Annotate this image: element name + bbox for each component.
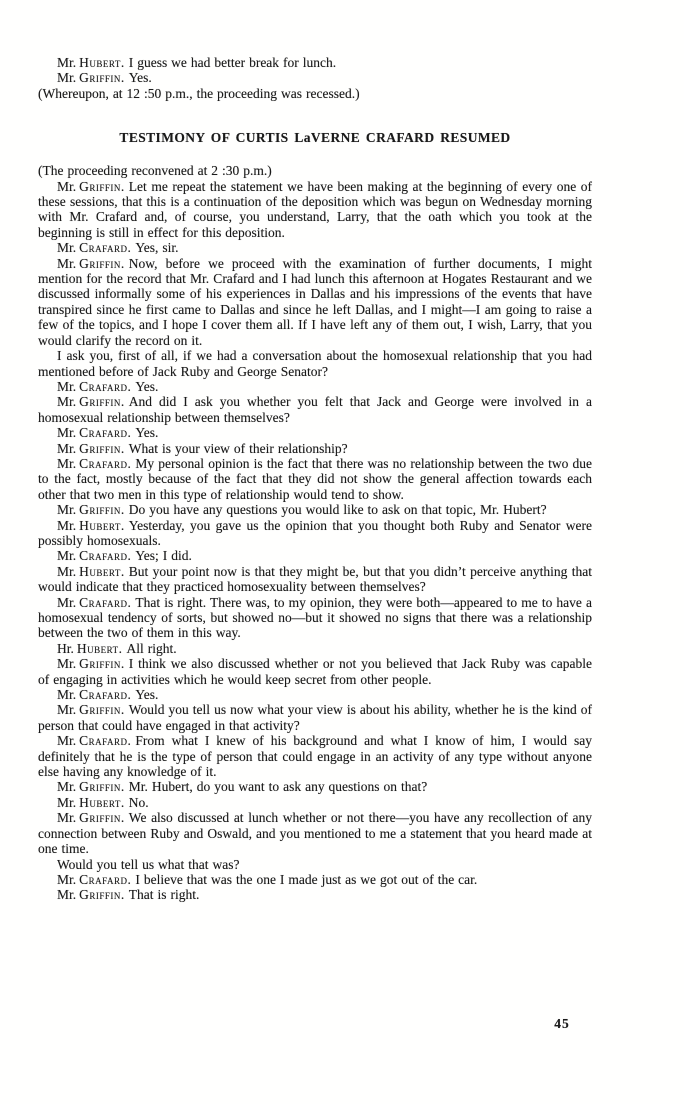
speaker-name: Hubert. [76,640,123,656]
paragraph-text: Yes. [135,378,159,394]
speaker-name: Hubert. [79,55,125,70]
speaker-label [57,779,129,794]
speaker-label [57,179,129,194]
paragraph-text: Would you tell us now what your view is about his ability, whether he is the kind of person that could have engaged in that activity? [38,702,592,733]
paragraph-text: What is your view of their relationship? [128,440,348,456]
speaker-label [57,425,135,440]
speaker-name: Griffin. [79,255,125,271]
speaker-prefix: Mr. [57,733,77,749]
paragraph-text: Yesterday, you gave us the opinion that you thought both Ruby and Senator were possibly homosexuals. [38,517,592,548]
dialogue-paragraph [38,595,592,641]
speaker-name: Griffin. [79,702,125,718]
speaker-prefix: Mr. [57,687,77,703]
paragraph-text: I believe that was the one I made just as we got out of the car. [135,871,478,887]
dialogue-paragraph [38,872,592,887]
speaker-label [57,810,129,825]
paragraph-text: And did I ask you whether you felt that Jack and George were involved in a homosexual relationship between themselves? [38,394,592,425]
speaker-prefix: Mr. [57,794,77,810]
speaker-name: Crafard. [79,687,132,703]
dialogue-paragraph [38,779,592,794]
dialogue-paragraph [38,256,592,348]
paragraph-text: Yes. [128,70,152,86]
speaker-prefix: Mr. [57,502,77,518]
speaker-label [57,564,129,579]
speaker-label [57,55,129,70]
post-heading-dialogue [38,163,592,903]
paragraph-text: I ask you, first of all, if we had a conversation about the homosexual relationship that you had mentioned before of Jack Ruby and George Senator? [38,348,592,379]
speaker-prefix: Mr. [57,548,77,564]
paragraph-text: No. [128,794,149,810]
speaker-name: Griffin. [79,70,125,86]
speaker-prefix: Mr. [57,440,77,456]
paragraph-text: That is right. [128,887,200,903]
dialogue-paragraph [38,86,592,101]
speaker-name: Griffin. [79,779,125,795]
speaker-prefix: Mr. [57,871,77,887]
dialogue-paragraph [38,179,592,241]
paragraph-text: I think we also discussed whether or not you believed that Jack Ruby was capable of engaging in activities which he would keep secret from other people. [38,656,592,687]
paragraph-text: Do you have any questions you would like to ask on that topic, Mr. Hubert? [128,502,547,518]
paragraph-text: (Whereupon, at 12 :50 p.m., the proceeding was recessed.) [38,85,360,101]
paragraph-text: That is right. There was, to my opinion, they were both—appeared to me to have a homosexual tendency of sorts, but showed no—but it showed no signs that there was a relationship between the two of them in this way. [38,594,592,641]
speaker-prefix: Mr. [57,378,77,394]
dialogue-paragraph [38,548,592,563]
speaker-label [57,548,135,563]
speaker-name: Crafard. [79,594,132,610]
speaker-label [57,887,129,902]
dialogue-paragraph [38,456,592,502]
testimony-heading: TESTIMONY OF CURTIS LaVERNE CRAFARD RESUMED [119,130,511,146]
speaker-label [57,456,135,471]
paragraph-text: Would you tell us what that was? [57,856,240,872]
dialogue-paragraph [38,441,592,456]
dialogue-paragraph [38,733,592,779]
testimony-text-block [38,55,592,903]
speaker-name: Crafard. [79,240,132,256]
speaker-name: Griffin. [79,810,125,826]
paragraph-text: All right. [126,640,177,656]
speaker-name: Griffin. [79,394,125,410]
paragraph-text: Yes. [135,687,159,703]
dialogue-paragraph [38,394,592,425]
speaker-label [57,70,129,85]
speaker-name: Hubert. [79,563,125,579]
dialogue-paragraph [38,641,592,656]
speaker-name: Hubert. [79,517,125,533]
dialogue-paragraph [38,887,592,902]
speaker-label [57,379,135,394]
paragraph-text: My personal opinion is the fact that there was no relationship between the two due to the fact, mostly because of the fact that they did not show the general affection towards each other that two men in this type of relationship would tend to show. [38,455,592,502]
paragraph-text: Yes; I did. [135,548,192,564]
dialogue-paragraph [38,379,592,394]
pre-heading-dialogue [38,55,592,101]
speaker-name: Griffin. [79,656,125,672]
speaker-prefix: Mr. [57,563,77,579]
dialogue-paragraph [38,656,592,687]
speaker-prefix: Mr. [57,810,77,826]
speaker-prefix: Mr. [57,240,77,256]
speaker-name: Griffin. [79,502,125,518]
speaker-label [57,502,129,517]
speaker-name: Crafard. [79,871,132,887]
dialogue-paragraph [38,702,592,733]
speaker-name: Hubert. [79,794,125,810]
paragraph-text: Mr. Hubert, do you want to ask any questions on that? [128,779,428,795]
speaker-prefix: Mr. [57,517,77,533]
speaker-label [57,394,129,409]
speaker-label [57,872,135,887]
page-number: 45 [554,1016,570,1031]
speaker-prefix: Mr. [57,656,77,672]
dialogue-paragraph [38,348,592,379]
dialogue-paragraph [38,55,592,70]
speaker-prefix: Mr. [57,70,77,86]
paragraph-text: Now, before we proceed with the examination of further documents, I might mention for the record that Mr. Crafard and I had lunch this afternoon at Hogates Restaurant and we discussed informally some of his experiences in Dallas and his impressions of the events that have transpired since he first came to Dallas and since he left Dallas, and I might—I am going to raise a few of the topics, and I hope I cover them all. If I have left any of them out, I wish, Larry, that you would clarify the record on it. [38,255,592,348]
speaker-label [57,795,129,810]
speaker-label [57,702,129,717]
speaker-name: Crafard. [79,548,132,564]
speaker-label [57,595,135,610]
speaker-label [57,733,135,748]
paragraph-text: Yes. [135,425,159,441]
speaker-prefix: Mr. [57,255,77,271]
speaker-prefix: Mr. [57,55,77,70]
paragraph-text: I guess we had better break for lunch. [128,55,337,70]
paragraph-text: (The proceeding reconvened at 2 :30 p.m.) [38,163,272,179]
dialogue-paragraph [38,163,592,178]
dialogue-paragraph [38,502,592,517]
speaker-prefix: Mr. [57,594,77,610]
dialogue-paragraph [38,240,592,255]
speaker-prefix: Mr. [57,887,77,903]
speaker-name: Crafard. [79,733,132,749]
speaker-label [57,518,129,533]
speaker-label [57,641,126,656]
speaker-label [57,687,135,702]
speaker-name: Crafard. [79,455,132,471]
paragraph-text: Yes, sir. [135,240,179,256]
dialogue-paragraph [38,857,592,872]
speaker-label [57,256,129,271]
dialogue-paragraph [38,425,592,440]
speaker-label [57,656,129,671]
speaker-name: Griffin. [79,178,125,194]
dialogue-paragraph [38,70,592,85]
paragraph-text: From what I knew of his background and what I know of him, I would say definitely that he is the type of person that could engage in an activity of any type without anyone else having any knowledge of it. [38,733,592,780]
dialogue-paragraph [38,810,592,856]
speaker-prefix: Mr. [57,779,77,795]
speaker-prefix: Mr. [57,702,77,718]
dialogue-paragraph [38,795,592,810]
speaker-prefix: Hr. [57,640,74,656]
paragraph-text: Let me repeat the statement we have been making at the beginning of every one of these sessions, that this is a continuation of the deposition which was begun on Wednesday morning with Mr. Crafard and, of course, you understand, Larry, that the oath which you took at the beginning is still in effect for this deposition. [38,178,592,240]
speaker-name: Crafard. [79,425,132,441]
paragraph-text: We also discussed at lunch whether or not there—you have any recollection of any connection between Ruby and Oswald, and you mentioned to me a statement that you heard made at one time. [38,810,592,857]
dialogue-paragraph [38,687,592,702]
speaker-prefix: Mr. [57,455,77,471]
speaker-prefix: Mr. [57,394,77,410]
speaker-prefix: Mr. [57,178,77,194]
speaker-name: Griffin. [79,440,125,456]
speaker-label [57,441,129,456]
dialogue-paragraph [38,564,592,595]
speaker-name: Crafard. [79,378,132,394]
dialogue-paragraph [38,518,592,549]
paragraph-text: But your point now is that they might be, but that you didn’t perceive anything that would indicate that they practiced homosexuality between themselves? [38,563,592,595]
speaker-name: Griffin. [79,887,125,903]
speaker-label [57,240,135,255]
speaker-prefix: Mr. [57,425,77,441]
